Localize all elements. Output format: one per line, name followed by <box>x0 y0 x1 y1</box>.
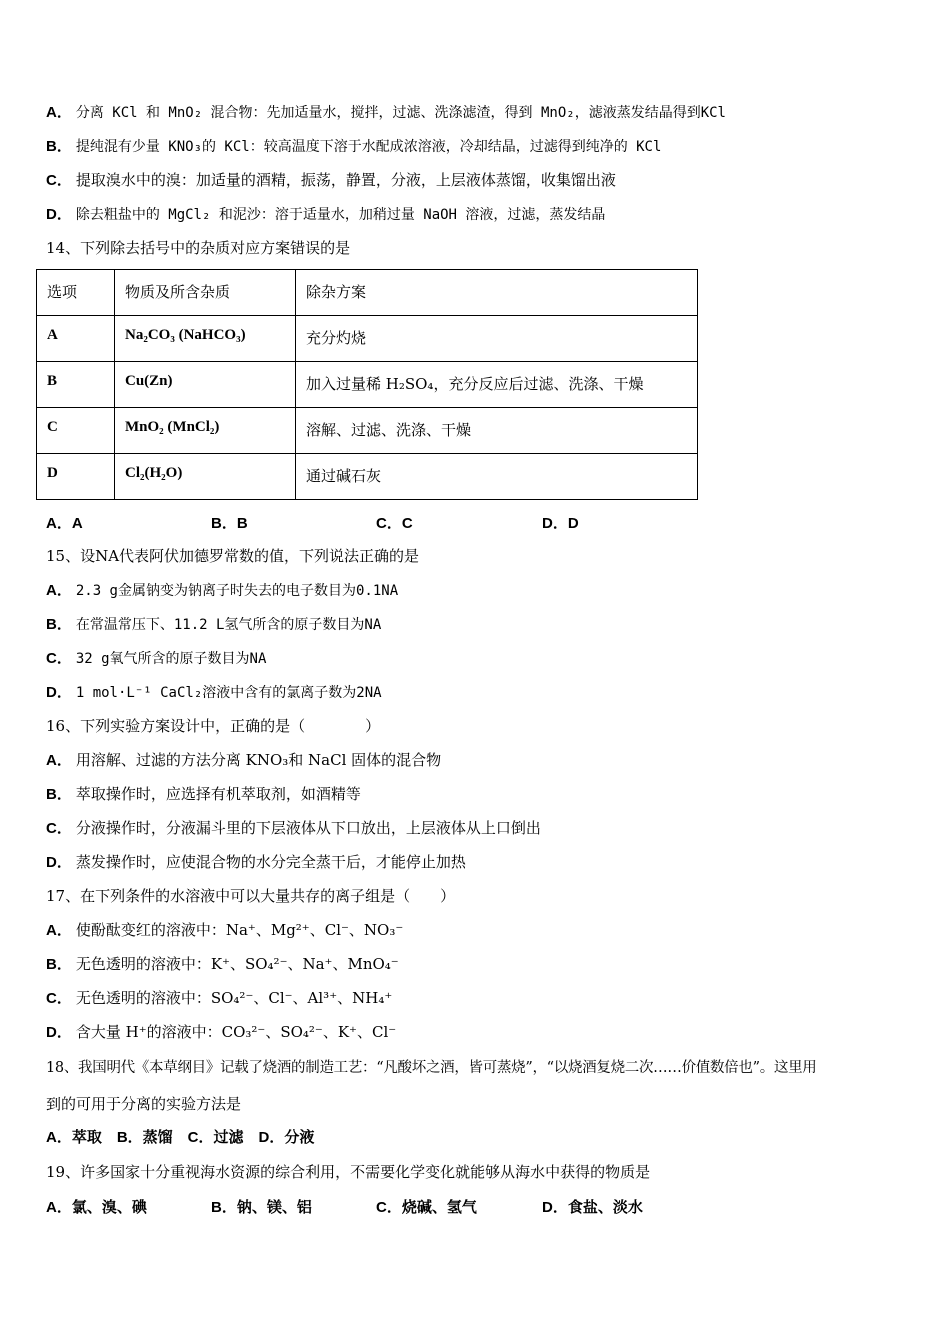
q15-option-a: A． 2.3 g金属钠变为钠离子时失去的电子数目为0.1NA <box>46 582 399 599</box>
q13-option-d: D． 除去粗盐中的 MgCl₂ 和泥沙：溶于适量水，加稍过量 NaOH 溶液，过滤，蒸发结晶 <box>46 206 606 223</box>
row-plan: 通过碱石灰 <box>296 454 698 500</box>
q18-stem-line1: 18、我国明代《本草纲目》记载了烧酒的制造工艺：“凡酸坏之酒，皆可蒸烧”，“以烧酒复烧二次……价值数倍也”。这里用 <box>46 1060 817 1076</box>
row-substance: Cu(Zn) <box>115 362 296 408</box>
row-plan: 溶解、过滤、洗涤、干燥 <box>296 408 698 454</box>
q19-stem: 19、许多国家十分重视海水资源的综合利用，不需要化学变化就能够从海水中获得的物质是 <box>46 1163 651 1181</box>
q17-option-c: C． 无色透明的溶液中：SO₄²⁻、Cl⁻、Al³⁺、NH₄⁺ <box>46 989 393 1007</box>
q16-option-d: D． 蒸发操作时，应使混合物的水分完全蒸干后，才能停止加热 <box>46 853 466 871</box>
header-plan: 除杂方案 <box>296 270 698 316</box>
q17-option-d: D． 含大量 H⁺的溶液中：CO₃²⁻、SO₄²⁻、K⁺、Cl⁻ <box>46 1023 397 1041</box>
q17-stem: 17、在下列条件的水溶液中可以大量共存的离子组是（ ） <box>46 887 456 905</box>
q15-option-d: D． 1 mol·L⁻¹ CaCl₂溶液中含有的氯离子数为2NA <box>46 684 382 701</box>
table-row <box>37 408 698 454</box>
q14-options <box>46 512 746 532</box>
q19-option-b: B．钠、镁、铝 <box>211 1199 312 1216</box>
table-row <box>37 316 698 362</box>
row-plan: 加入过量稀 H₂SO₄，充分反应后过滤、洗涤、干燥 <box>296 362 698 408</box>
table-row <box>37 454 698 500</box>
q13-option-a: A． 分离 KCl 和 MnO₂ 混合物：先加适量水，搅拌，过滤、洗涤滤渣，得到 MnO₂，滤液蒸发结晶得到KCl <box>46 104 726 121</box>
q16-option-b: B． 萃取操作时，应选择有机萃取剂，如酒精等 <box>46 785 361 803</box>
row-substance: MnO₂ (MnCl₂) <box>115 408 296 454</box>
table-row <box>37 362 698 408</box>
row-substance: Na₂CO₃ (NaHCO₃) <box>115 316 296 362</box>
row-plan: 充分灼烧 <box>296 316 698 362</box>
q15-option-b: B． 在常温常压下、11.2 L氢气所含的原子数目为NA <box>46 616 382 633</box>
q14-option-c: C．C <box>376 515 413 532</box>
q15-stem: 15、设NA代表阿伏加德罗常数的值，下列说法正确的是 <box>46 547 420 565</box>
row-substance: Cl₂(H₂O) <box>115 454 296 500</box>
q13-option-b: B． 提纯混有少量 KNO₃的 KCl：较高温度下溶于水配成浓溶液，冷却结晶，过滤得到纯净的 KCl <box>46 138 662 155</box>
row-option: D <box>37 454 115 500</box>
q18-options: A．萃取 B．蒸馏 C．过滤 D．分液 <box>46 1129 315 1146</box>
q16-option-c: C． 分液操作时，分液漏斗里的下层液体从下口放出，上层液体从上口倒出 <box>46 819 541 837</box>
header-substance: 物质及所含杂质 <box>115 270 296 316</box>
q19-option-d: D．食盐、淡水 <box>542 1199 643 1216</box>
q17-option-a: A． 使酚酞变红的溶液中：Na⁺、Mg²⁺、Cl⁻、NO₃⁻ <box>46 921 404 939</box>
q15-option-c: C． 32 g氧气所含的原子数目为NA <box>46 650 267 667</box>
q14-option-d: D．D <box>542 515 579 532</box>
q17-option-b: B． 无色透明的溶液中：K⁺、SO₄²⁻、Na⁺、MnO₄⁻ <box>46 955 399 973</box>
q16-stem: 16、下列实验方案设计中，正确的是（ ） <box>46 717 381 735</box>
row-option: A <box>37 316 115 362</box>
table-header-row <box>37 270 698 316</box>
q14-option-a: A．A <box>46 515 83 532</box>
q13-option-c: C． 提取溴水中的溴：加适量的酒精，振荡，静置，分液，上层液体蒸馏，收集馏出液 <box>46 171 616 189</box>
row-option: C <box>37 408 115 454</box>
q14-stem: 14、下列除去括号中的杂质对应方案错误的是 <box>46 239 351 257</box>
q19-option-a: A．氯、溴、碘 <box>46 1199 147 1216</box>
q19-option-c: C．烧碱、氢气 <box>376 1199 477 1216</box>
q16-option-a: A． 用溶解、过滤的方法分离 KNO₃和 NaCl 固体的混合物 <box>46 751 442 769</box>
q14-option-b: B．B <box>211 515 248 532</box>
q14-table <box>36 269 698 500</box>
row-option: B <box>37 362 115 408</box>
q19-options <box>46 1196 746 1216</box>
header-option: 选项 <box>37 270 115 316</box>
q18-stem-line2: 到的可用于分离的实验方法是 <box>46 1095 242 1113</box>
